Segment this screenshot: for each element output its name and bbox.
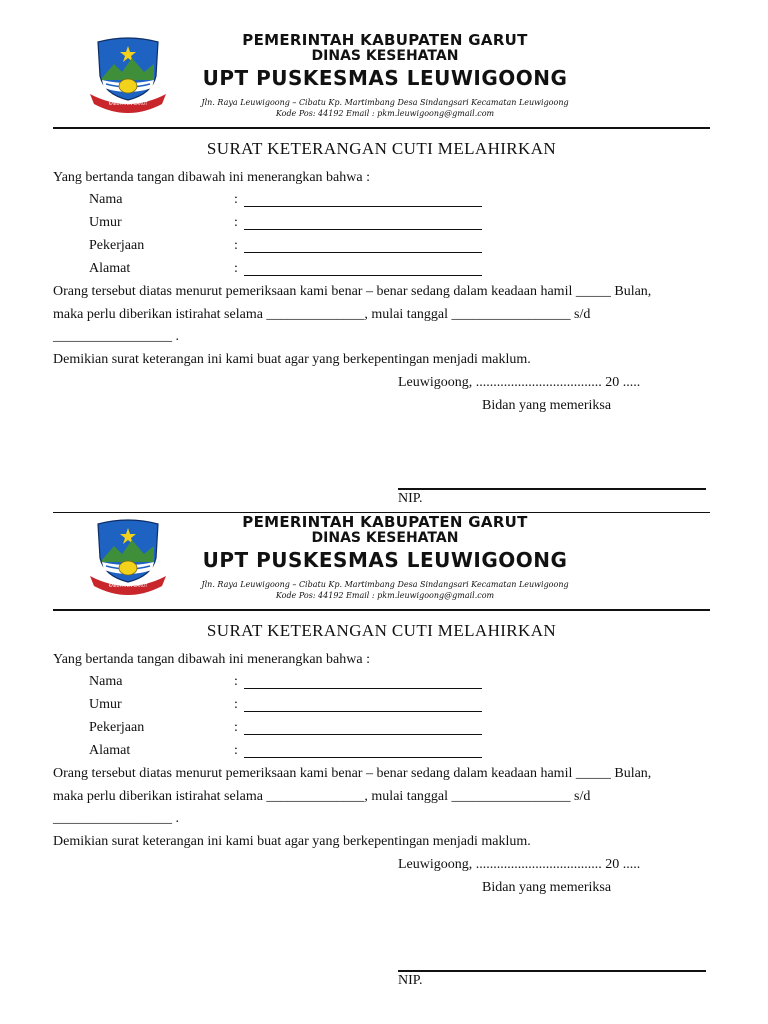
letter-paragraph-2: maka perlu diberikan istirahat selama ______________, mulai tanggal _________________ s/d bbox=[53, 307, 591, 322]
place-date: Leuwigoong, .................................... 20 ..... bbox=[398, 857, 641, 872]
letter-intro: Yang bertanda tangan dibawah ini menerangkan bahwa : bbox=[53, 170, 370, 185]
letter-paragraph-1: Orang tersebut diatas menurut pemeriksaan kami benar – benar sedang dalam keadaan hamil _____ Bulan, bbox=[53, 766, 652, 781]
field-label-address: Alamat bbox=[89, 261, 131, 276]
header-institution: UPT PUSKESMAS LEUWIGOONG bbox=[202, 548, 568, 572]
letter-intro: Yang bertanda tangan dibawah ini menerangkan bahwa : bbox=[53, 652, 370, 667]
header-divider bbox=[53, 127, 710, 129]
letter-paragraph-2: maka perlu diberikan istirahat selama ______________, mulai tanggal _________________ s/d bbox=[53, 789, 591, 804]
header-government: PEMERINTAH KABUPATEN GARUT bbox=[242, 31, 528, 49]
field-input-occupation[interactable] bbox=[244, 720, 482, 735]
letter-closing: Demikian surat keterangan ini kami buat agar yang berkepentingan menjadi maklum. bbox=[53, 352, 531, 367]
logo-ribbon-text: KABUPATEN GARUT bbox=[108, 583, 148, 588]
logo-ribbon-text: KABUPATEN GARUT bbox=[108, 101, 148, 106]
field-input-age[interactable] bbox=[244, 697, 482, 712]
field-input-name[interactable] bbox=[244, 674, 482, 689]
signer-title: Bidan yang memeriksa bbox=[482, 880, 612, 895]
field-input-address[interactable] bbox=[244, 743, 482, 758]
header-address: Jln. Raya Leuwigoong – Cibatu Kp. Martimbang Desa Sindangsari Kecamatan Leuwigoong bbox=[201, 580, 569, 589]
field-label-name: Nama bbox=[89, 674, 123, 689]
nip-label: NIP. bbox=[398, 491, 423, 506]
field-colon: : bbox=[234, 720, 238, 735]
field-label-address: Alamat bbox=[89, 743, 131, 758]
letter-paragraph-3: _________________ . bbox=[53, 811, 179, 826]
signer-title: Bidan yang memeriksa bbox=[482, 398, 612, 413]
header-department: DINAS KESEHATAN bbox=[311, 48, 459, 64]
field-colon: : bbox=[234, 743, 238, 758]
field-input-age[interactable] bbox=[244, 215, 482, 230]
header-department: DINAS KESEHATAN bbox=[311, 530, 459, 546]
field-input-occupation[interactable] bbox=[244, 238, 482, 253]
letter-paragraph-3: _________________ . bbox=[53, 329, 179, 344]
field-label-age: Umur bbox=[89, 697, 122, 712]
field-input-name[interactable] bbox=[244, 192, 482, 207]
field-colon: : bbox=[234, 238, 238, 253]
header-divider bbox=[53, 609, 710, 611]
field-label-occupation: Pekerjaan bbox=[89, 720, 145, 735]
signature-line bbox=[398, 970, 706, 972]
field-colon: : bbox=[234, 215, 238, 230]
field-colon: : bbox=[234, 192, 238, 207]
signature-line bbox=[398, 488, 706, 490]
letter-title: SURAT KETERANGAN CUTI MELAHIRKAN bbox=[206, 139, 557, 158]
letter-title: SURAT KETERANGAN CUTI MELAHIRKAN bbox=[206, 621, 557, 640]
field-colon: : bbox=[234, 697, 238, 712]
header-government: PEMERINTAH KABUPATEN GARUT bbox=[242, 513, 528, 531]
header-contact: Kode Pos: 44192 Email : pkm.leuwigoong@gmail.com bbox=[275, 591, 495, 600]
letter-closing: Demikian surat keterangan ini kami buat agar yang berkepentingan menjadi maklum. bbox=[53, 834, 531, 849]
field-colon: : bbox=[234, 261, 238, 276]
field-label-name: Nama bbox=[89, 192, 123, 207]
letter-copy-1 bbox=[0, 30, 768, 512]
letter-copy-2 bbox=[0, 512, 768, 994]
nip-label: NIP. bbox=[398, 973, 423, 988]
field-label-age: Umur bbox=[89, 215, 122, 230]
header-institution: UPT PUSKESMAS LEUWIGOONG bbox=[202, 66, 568, 90]
field-colon: : bbox=[234, 674, 238, 689]
field-label-occupation: Pekerjaan bbox=[89, 238, 145, 253]
letter-paragraph-1: Orang tersebut diatas menurut pemeriksaan kami benar – benar sedang dalam keadaan hamil _____ Bulan, bbox=[53, 284, 652, 299]
place-date: Leuwigoong, .................................... 20 ..... bbox=[398, 375, 641, 390]
field-input-address[interactable] bbox=[244, 261, 482, 276]
header-contact: Kode Pos: 44192 Email : pkm.leuwigoong@gmail.com bbox=[275, 109, 495, 118]
header-address: Jln. Raya Leuwigoong – Cibatu Kp. Martimbang Desa Sindangsari Kecamatan Leuwigoong bbox=[201, 98, 569, 107]
